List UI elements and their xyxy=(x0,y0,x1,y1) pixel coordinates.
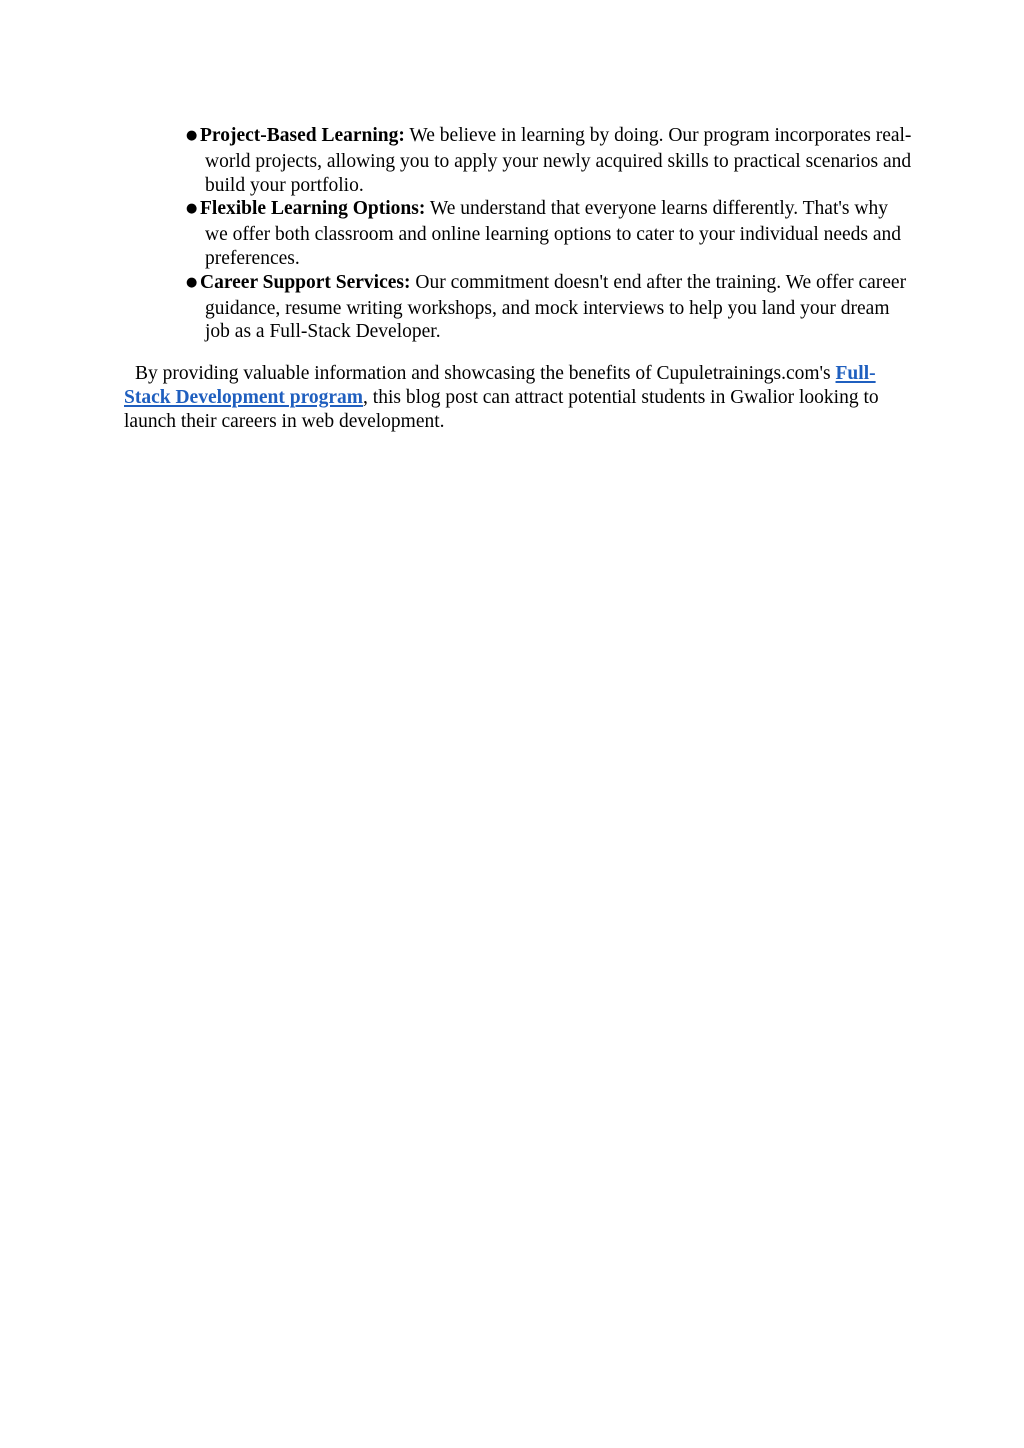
bullet-text: Our commitment doesn't end after the training. We offer career guidance, resume writing workshops, and mock interviews to help you land your dream job as a Full-Stack Developer. xyxy=(205,271,907,343)
feature-bullet-list xyxy=(172,124,912,344)
bullet-icon: ● xyxy=(186,128,198,143)
list-item xyxy=(172,271,912,344)
full-stack-program-link[interactable]: Full-Stack Development program xyxy=(124,363,876,408)
bullet-title: Career Support Services: xyxy=(200,271,411,293)
bullet-text: We believe in learning by doing. Our program incorporates real-world projects, allowing you to apply your newly acquired skills to practical scenarios and build your portfolio. xyxy=(205,125,912,196)
bullet-title: Project-Based Learning: xyxy=(200,125,405,146)
closing-text-after-link: , this blog post can attract potential students in Gwalior looking to launch their careers in web development. xyxy=(124,386,879,432)
closing-text-before-link: By providing valuable information and showcasing the benefits of Cupuletrainings.com's xyxy=(135,363,836,384)
closing-paragraph xyxy=(124,362,914,433)
bullet-title: Flexible Learning Options: xyxy=(200,198,426,220)
bullet-icon: ● xyxy=(186,274,198,290)
list-item xyxy=(172,124,912,197)
bullet-text: We understand that everyone learns differently. That's why we offer both classroom and online learning options to cater to your individual needs and preferences. xyxy=(205,198,902,269)
list-item xyxy=(172,197,912,270)
bullet-icon: ● xyxy=(186,201,198,217)
